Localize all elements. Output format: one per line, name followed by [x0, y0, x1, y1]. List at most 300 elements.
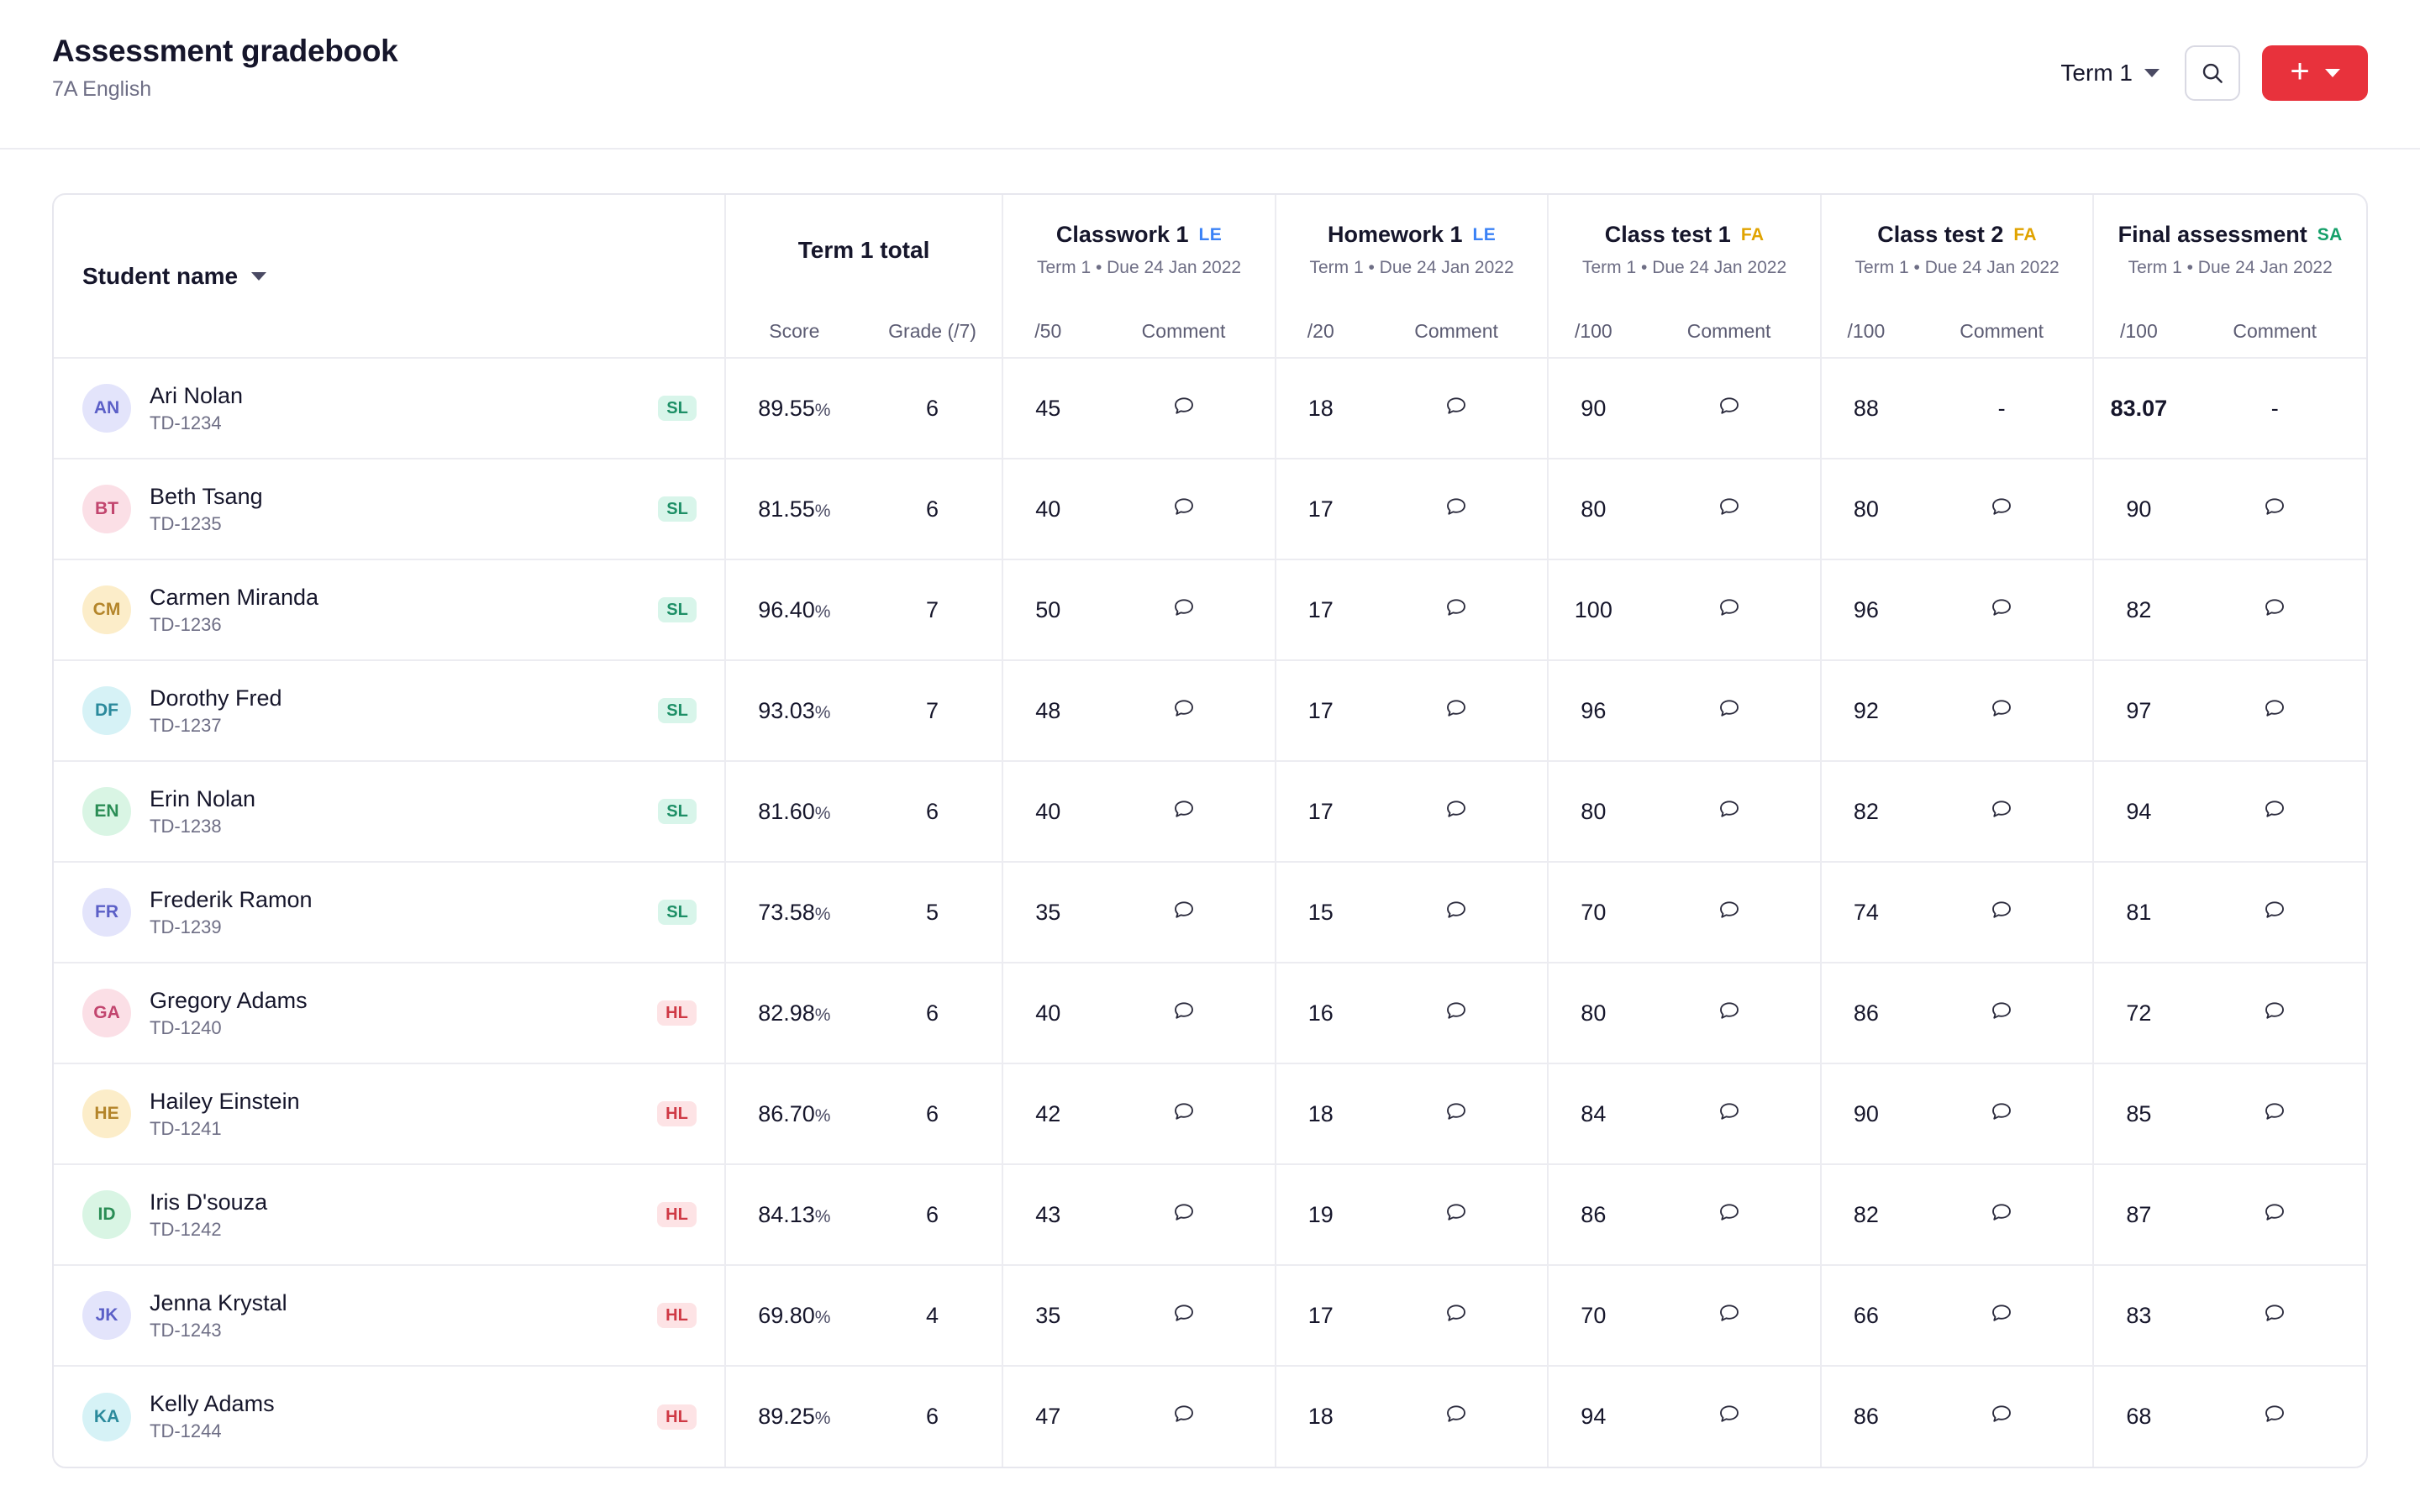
mark-cell-class-test-2[interactable]: 82 — [1821, 1164, 1911, 1265]
student-id: TD-1234 — [150, 412, 222, 433]
mark-cell-class-test-1[interactable]: 100 — [1548, 559, 1638, 660]
assessment-header-final-assessment[interactable] — [2093, 195, 2366, 306]
comment-cell-homework-1[interactable] — [1365, 459, 1549, 559]
student-cell[interactable] — [54, 459, 725, 559]
page-subtitle: 7A English — [52, 76, 152, 101]
comment-cell-class-test-2[interactable] — [1911, 963, 2094, 1063]
student-cell[interactable] — [54, 559, 725, 660]
comment-bubble-icon — [1171, 897, 1197, 922]
comment-cell-homework-1[interactable] — [1365, 761, 1549, 862]
assessment-name: Final assessment — [2118, 221, 2307, 247]
comment-cell-class-test-1[interactable] — [1638, 1265, 1821, 1366]
student-name: Ari Nolan — [150, 382, 244, 408]
comment-bubble-icon — [1989, 1200, 2014, 1225]
comment-bubble-icon — [1444, 393, 1469, 418]
student-name: Beth Tsang — [150, 483, 263, 509]
assessment-tag: LE — [1472, 224, 1497, 244]
comment-cell-class-test-1[interactable] — [1638, 358, 1821, 459]
comment-cell-homework-1[interactable] — [1365, 1164, 1549, 1265]
mark-cell-final-assessment[interactable]: 68 — [2093, 1366, 2183, 1467]
assessment-header-class-test-2[interactable] — [1821, 195, 2094, 306]
assessment-meta: Term 1 • Due 24 Jan 2022 — [2128, 258, 2333, 278]
assessment-header-classwork-1[interactable] — [1002, 195, 1276, 306]
comment-cell-class-test-1[interactable] — [1638, 862, 1821, 963]
status-badge: SL — [658, 799, 697, 824]
term-total-grade: 7 — [863, 660, 1002, 761]
student-cell[interactable] — [54, 1366, 725, 1467]
mark-cell-classwork-1[interactable]: 40 — [1002, 963, 1092, 1063]
header-titles — [52, 34, 397, 102]
status-badge: SL — [658, 698, 697, 723]
comment-bubble-icon — [1171, 595, 1197, 620]
comment-cell-class-test-2[interactable] — [1911, 1164, 2094, 1265]
comment-bubble-icon — [1444, 595, 1469, 620]
assessment-meta: Term 1 • Due 24 Jan 2022 — [1309, 258, 1514, 278]
status-badge: HL — [657, 1202, 697, 1227]
student-name: Jenna Krystal — [150, 1289, 287, 1315]
comment-bubble-icon — [2262, 1200, 2287, 1225]
assessment-meta: Term 1 • Due 24 Jan 2022 — [1854, 258, 2060, 278]
mark-cell-final-assessment[interactable]: 97 — [2093, 660, 2183, 761]
comment-bubble-icon — [1717, 1200, 1742, 1225]
mark-cell-class-test-1[interactable]: 70 — [1548, 1265, 1638, 1366]
mark-cell-class-test-2[interactable]: 90 — [1821, 1063, 1911, 1164]
student-id: TD-1244 — [150, 1420, 222, 1442]
student-cell[interactable] — [54, 862, 725, 963]
comment-bubble-icon — [1717, 1300, 1742, 1326]
chevron-down-icon — [251, 272, 266, 281]
comment-bubble-icon — [1444, 1300, 1469, 1326]
student-cell[interactable] — [54, 358, 725, 459]
mark-cell-class-test-1[interactable]: 96 — [1548, 660, 1638, 761]
mark-cell-classwork-1[interactable]: 48 — [1002, 660, 1092, 761]
avatar: ID — [82, 1190, 131, 1239]
comment-bubble-icon — [1444, 1200, 1469, 1225]
term-total-header: Term 1 total — [725, 195, 1002, 306]
table-row[interactable] — [54, 1063, 2366, 1164]
comment-cell-class-test-2[interactable] — [1911, 862, 2094, 963]
assessment-name: Class test 1 — [1604, 221, 1731, 247]
comment-bubble-icon — [1444, 696, 1469, 721]
term-total-grade: 6 — [863, 459, 1002, 559]
comment-bubble-icon — [2262, 897, 2287, 922]
comment-cell-classwork-1[interactable] — [1092, 1164, 1276, 1265]
comment-bubble-icon — [1717, 1099, 1742, 1124]
mark-cell-class-test-2[interactable]: 86 — [1821, 1366, 1911, 1467]
comment-cell-homework-1[interactable] — [1365, 358, 1549, 459]
student-cell[interactable] — [54, 660, 725, 761]
mark-cell-homework-1[interactable]: 18 — [1276, 358, 1365, 459]
status-badge: HL — [657, 1000, 697, 1026]
page-title: Assessment gradebook — [52, 34, 398, 68]
student-name: Hailey Einstein — [150, 1088, 300, 1114]
mark-cell-homework-1[interactable]: 18 — [1276, 1366, 1365, 1467]
assessment-tag: FA — [1740, 224, 1765, 244]
comment-cell-class-test-1[interactable] — [1638, 761, 1821, 862]
comment-cell-homework-1[interactable] — [1365, 1366, 1549, 1467]
mark-cell-homework-1[interactable]: 17 — [1276, 761, 1365, 862]
comment-cell-class-test-1[interactable] — [1638, 1366, 1821, 1467]
search-icon — [2200, 60, 2225, 86]
comment-cell-final-assessment[interactable] — [2183, 1063, 2366, 1164]
comment-cell-class-test-1[interactable] — [1638, 963, 1821, 1063]
chevron-down-icon — [2325, 69, 2340, 77]
comment-cell-classwork-1[interactable] — [1092, 559, 1276, 660]
student-id: TD-1242 — [150, 1218, 222, 1240]
term-total-grade: 6 — [863, 1063, 1002, 1164]
status-badge: SL — [658, 496, 697, 522]
assessment-name: Classwork 1 — [1055, 221, 1189, 247]
comment-bubble-icon — [2262, 595, 2287, 620]
search-button[interactable] — [2185, 45, 2240, 101]
status-badge: HL — [657, 1101, 697, 1126]
mark-cell-class-test-2[interactable]: 74 — [1821, 862, 1911, 963]
student-name: Erin Nolan — [150, 785, 256, 811]
comment-cell-classwork-1[interactable] — [1092, 1366, 1276, 1467]
term-selector[interactable] — [2057, 55, 2163, 92]
mark-cell-homework-1[interactable]: 19 — [1276, 1164, 1365, 1265]
mark-cell-final-assessment[interactable]: 87 — [2093, 1164, 2183, 1265]
subheader-comment-class-test-1: Comment — [1638, 306, 1821, 358]
subheader-comment-homework-1: Comment — [1365, 306, 1549, 358]
plus-icon: + — [2290, 53, 2310, 90]
table-row[interactable] — [54, 1366, 2366, 1467]
comment-bubble-icon — [1989, 1099, 2014, 1124]
comment-bubble-icon — [1717, 393, 1742, 418]
mark-cell-homework-1[interactable]: 17 — [1276, 559, 1365, 660]
comment-bubble-icon — [1989, 796, 2014, 822]
mark-cell-final-assessment[interactable]: 72 — [2093, 963, 2183, 1063]
avatar: AN — [82, 384, 131, 433]
term-total-score: 96.40% — [725, 559, 863, 660]
term-total-grade: 6 — [863, 1164, 1002, 1265]
table-body — [54, 358, 2366, 1467]
comment-cell-class-test-2[interactable] — [1911, 1265, 2094, 1366]
comment-bubble-icon — [2262, 1099, 2287, 1124]
mark-cell-class-test-2[interactable]: 92 — [1821, 660, 1911, 761]
comment-bubble-icon — [1171, 393, 1197, 418]
term-total-score: 73.58% — [725, 862, 863, 963]
table-row[interactable] — [54, 559, 2366, 660]
assessment-header-homework-1[interactable] — [1276, 195, 1549, 306]
comment-bubble-icon — [1444, 494, 1469, 519]
assessment-meta: Term 1 • Due 24 Jan 2022 — [1582, 258, 1787, 278]
student-name: Frederik Ramon — [150, 886, 313, 912]
student-cell[interactable] — [54, 761, 725, 862]
student-id: TD-1237 — [150, 714, 222, 736]
comment-cell-homework-1[interactable] — [1365, 963, 1549, 1063]
comment-cell-final-assessment[interactable] — [2183, 761, 2366, 862]
comment-cell-classwork-1[interactable] — [1092, 761, 1276, 862]
mark-cell-class-test-1[interactable]: 80 — [1548, 761, 1638, 862]
comment-bubble-icon — [1444, 1401, 1469, 1426]
comment-cell-class-test-2[interactable] — [1911, 459, 2094, 559]
comment-cell-final-assessment[interactable] — [2183, 559, 2366, 660]
comment-cell-final-assessment[interactable] — [2183, 862, 2366, 963]
subheader-score: Score — [725, 306, 863, 358]
comment-cell-class-test-1[interactable] — [1638, 660, 1821, 761]
comment-bubble-icon — [1171, 1200, 1197, 1225]
student-id: TD-1241 — [150, 1117, 222, 1139]
comment-bubble-icon — [1444, 1099, 1469, 1124]
term-total-grade: 6 — [863, 761, 1002, 862]
mark-cell-classwork-1[interactable]: 35 — [1002, 1265, 1092, 1366]
mark-cell-class-test-2[interactable]: 86 — [1821, 963, 1911, 1063]
gradebook-table-card — [52, 193, 2368, 1468]
comment-cell-classwork-1[interactable] — [1092, 459, 1276, 559]
page-header — [0, 0, 2420, 150]
term-total-score: 69.80% — [725, 1265, 863, 1366]
comment-cell-final-assessment[interactable]: - — [2183, 358, 2366, 459]
mark-cell-class-test-1[interactable]: 70 — [1548, 862, 1638, 963]
mark-cell-homework-1[interactable]: 15 — [1276, 862, 1365, 963]
mark-cell-classwork-1[interactable]: 40 — [1002, 761, 1092, 862]
mark-cell-classwork-1[interactable]: 47 — [1002, 1366, 1092, 1467]
comment-cell-class-test-2[interactable] — [1911, 660, 2094, 761]
comment-cell-class-test-2[interactable] — [1911, 761, 2094, 862]
comment-bubble-icon — [1171, 1401, 1197, 1426]
mark-cell-final-assessment[interactable]: 85 — [2093, 1063, 2183, 1164]
table-row[interactable] — [54, 1164, 2366, 1265]
avatar: JK — [82, 1291, 131, 1340]
term-total-grade: 5 — [863, 862, 1002, 963]
comment-cell-homework-1[interactable] — [1365, 1063, 1549, 1164]
assessment-name: Homework 1 — [1327, 221, 1463, 247]
comment-bubble-icon — [1444, 998, 1469, 1023]
mark-cell-classwork-1[interactable]: 35 — [1002, 862, 1092, 963]
subheader-max-homework-1: /20 — [1276, 306, 1365, 358]
comment-bubble-icon — [1717, 1401, 1742, 1426]
avatar: GA — [82, 989, 131, 1037]
student-cell[interactable] — [54, 1265, 725, 1366]
comment-cell-class-test-1[interactable] — [1638, 459, 1821, 559]
mark-cell-classwork-1[interactable]: 42 — [1002, 1063, 1092, 1164]
comment-bubble-icon — [1989, 897, 2014, 922]
mark-cell-final-assessment[interactable]: 83.07 — [2093, 358, 2183, 459]
comment-cell-homework-1[interactable] — [1365, 660, 1549, 761]
student-cell[interactable] — [54, 963, 725, 1063]
student-id: TD-1243 — [150, 1319, 222, 1341]
avatar: HE — [82, 1089, 131, 1138]
table-row[interactable] — [54, 862, 2366, 963]
comment-cell-final-assessment[interactable] — [2183, 1265, 2366, 1366]
comment-bubble-icon — [1717, 796, 1742, 822]
term-total-grade: 6 — [863, 1366, 1002, 1467]
mark-cell-final-assessment[interactable]: 83 — [2093, 1265, 2183, 1366]
student-id: TD-1240 — [150, 1016, 222, 1038]
mark-cell-homework-1[interactable]: 18 — [1276, 1063, 1365, 1164]
comment-bubble-icon — [1989, 494, 2014, 519]
comment-cell-classwork-1[interactable] — [1092, 963, 1276, 1063]
mark-cell-class-test-2[interactable]: 96 — [1821, 559, 1911, 660]
assessment-tag: SA — [2317, 224, 2343, 244]
student-id: TD-1238 — [150, 815, 222, 837]
mark-cell-class-test-1[interactable]: 86 — [1548, 1164, 1638, 1265]
comment-bubble-icon — [1717, 595, 1742, 620]
comment-bubble-icon — [1171, 1300, 1197, 1326]
assessment-name: Class test 2 — [1877, 221, 2004, 247]
comment-cell-class-test-2[interactable] — [1911, 1366, 2094, 1467]
comment-bubble-icon — [1717, 897, 1742, 922]
avatar: KA — [82, 1393, 131, 1441]
table-row[interactable] — [54, 1265, 2366, 1366]
avatar: CM — [82, 585, 131, 634]
student-id: TD-1239 — [150, 916, 222, 937]
comment-cell-classwork-1[interactable] — [1092, 660, 1276, 761]
mark-cell-class-test-1[interactable]: 84 — [1548, 1063, 1638, 1164]
comment-bubble-icon — [2262, 1401, 2287, 1426]
comment-cell-class-test-2[interactable]: - — [1911, 358, 2094, 459]
gradebook-table — [54, 195, 2366, 1467]
comment-cell-homework-1[interactable] — [1365, 862, 1549, 963]
assessment-tag: LE — [1198, 224, 1223, 244]
comment-cell-class-test-2[interactable] — [1911, 1063, 2094, 1164]
comment-cell-final-assessment[interactable] — [2183, 660, 2366, 761]
subheader-max-classwork-1: /50 — [1002, 306, 1092, 358]
status-badge: HL — [657, 1303, 697, 1328]
comment-cell-class-test-1[interactable] — [1638, 1164, 1821, 1265]
comment-cell-class-test-1[interactable] — [1638, 559, 1821, 660]
student-name-header-label: Student name — [82, 262, 239, 289]
mark-cell-homework-1[interactable]: 17 — [1276, 1265, 1365, 1366]
assessment-meta: Term 1 • Due 24 Jan 2022 — [1036, 258, 1242, 278]
mark-cell-classwork-1[interactable]: 50 — [1002, 559, 1092, 660]
avatar: EN — [82, 787, 131, 836]
term-total-score: 93.03% — [725, 660, 863, 761]
student-name: Carmen Miranda — [150, 584, 319, 610]
avatar: BT — [82, 485, 131, 533]
add-button[interactable] — [2262, 45, 2368, 101]
comment-cell-final-assessment[interactable] — [2183, 1366, 2366, 1467]
term-total-score: 81.60% — [725, 761, 863, 862]
mark-cell-classwork-1[interactable]: 45 — [1002, 358, 1092, 459]
mark-cell-final-assessment[interactable]: 94 — [2093, 761, 2183, 862]
mark-cell-classwork-1[interactable]: 40 — [1002, 459, 1092, 559]
mark-cell-class-test-1[interactable]: 80 — [1548, 963, 1638, 1063]
table-row[interactable] — [54, 963, 2366, 1063]
comment-cell-classwork-1[interactable] — [1092, 1265, 1276, 1366]
comment-cell-classwork-1[interactable] — [1092, 862, 1276, 963]
comment-cell-homework-1[interactable] — [1365, 559, 1549, 660]
term-total-grade: 6 — [863, 963, 1002, 1063]
comment-bubble-icon — [1444, 897, 1469, 922]
assessment-tag: FA — [2013, 224, 2037, 244]
comment-bubble-icon — [1717, 494, 1742, 519]
term-total-score: 82.98% — [725, 963, 863, 1063]
assessment-header-class-test-1[interactable] — [1548, 195, 1821, 306]
comment-cell-final-assessment[interactable] — [2183, 459, 2366, 559]
term-total-score: 89.25% — [725, 1366, 863, 1467]
comment-bubble-icon — [1717, 696, 1742, 721]
table-head — [54, 195, 2366, 358]
comment-bubble-icon — [2262, 1300, 2287, 1326]
comment-bubble-icon — [1171, 494, 1197, 519]
header-actions — [2057, 45, 2368, 101]
mark-cell-class-test-2[interactable]: 82 — [1821, 761, 1911, 862]
mark-cell-class-test-1[interactable]: 80 — [1548, 459, 1638, 559]
subheader-max-class-test-2: /100 — [1821, 306, 1911, 358]
student-name: Dorothy Fred — [150, 685, 282, 711]
status-badge: SL — [658, 597, 697, 622]
table-row[interactable] — [54, 459, 2366, 559]
comment-bubble-icon — [2262, 494, 2287, 519]
student-cell[interactable] — [54, 1164, 725, 1265]
term-total-grade: 4 — [863, 1265, 1002, 1366]
comment-bubble-icon — [1444, 796, 1469, 822]
term-selector-label: Term 1 — [2060, 60, 2133, 86]
mark-cell-final-assessment[interactable]: 81 — [2093, 862, 2183, 963]
status-badge: HL — [657, 1404, 697, 1430]
student-name: Kelly Adams — [150, 1391, 275, 1417]
mark-cell-class-test-1[interactable]: 94 — [1548, 1366, 1638, 1467]
comment-bubble-icon — [1171, 1099, 1197, 1124]
comment-cell-classwork-1[interactable] — [1092, 358, 1276, 459]
term-total-score: 81.55% — [725, 459, 863, 559]
mark-cell-final-assessment[interactable]: 90 — [2093, 459, 2183, 559]
table-row[interactable] — [54, 358, 2366, 459]
comment-bubble-icon — [1171, 998, 1197, 1023]
mark-cell-homework-1[interactable]: 17 — [1276, 660, 1365, 761]
term-total-score: 89.55% — [725, 358, 863, 459]
term-total-score: 86.70% — [725, 1063, 863, 1164]
student-id: TD-1235 — [150, 512, 222, 534]
student-name: Gregory Adams — [150, 987, 308, 1013]
comment-cell-classwork-1[interactable] — [1092, 1063, 1276, 1164]
comment-bubble-icon — [2262, 796, 2287, 822]
table-row[interactable] — [54, 660, 2366, 761]
comment-cell-homework-1[interactable] — [1365, 1265, 1549, 1366]
comment-bubble-icon — [1989, 1300, 2014, 1326]
chevron-down-icon — [2144, 69, 2160, 77]
comment-cell-class-test-2[interactable] — [1911, 559, 2094, 660]
subheader-comment-classwork-1: Comment — [1092, 306, 1276, 358]
table-row[interactable] — [54, 761, 2366, 862]
term-total-grade: 7 — [863, 559, 1002, 660]
mark-cell-final-assessment[interactable]: 82 — [2093, 559, 2183, 660]
student-name-header[interactable] — [54, 195, 725, 358]
avatar: FR — [82, 888, 131, 937]
comment-bubble-icon — [1171, 696, 1197, 721]
comment-cell-class-test-1[interactable] — [1638, 1063, 1821, 1164]
group-header-row — [54, 195, 2366, 306]
mark-cell-homework-1[interactable]: 16 — [1276, 963, 1365, 1063]
student-cell[interactable] — [54, 1063, 725, 1164]
mark-cell-class-test-1[interactable]: 90 — [1548, 358, 1638, 459]
mark-cell-homework-1[interactable]: 17 — [1276, 459, 1365, 559]
mark-cell-class-test-2[interactable]: 80 — [1821, 459, 1911, 559]
mark-cell-class-test-2[interactable]: 66 — [1821, 1265, 1911, 1366]
comment-bubble-icon — [1989, 998, 2014, 1023]
subheader-max-class-test-1: /100 — [1548, 306, 1638, 358]
subheader-comment-class-test-2: Comment — [1911, 306, 2094, 358]
comment-bubble-icon — [1171, 796, 1197, 822]
subheader-grade: Grade (/7) — [863, 306, 1002, 358]
comment-bubble-icon — [2262, 998, 2287, 1023]
status-badge: SL — [658, 900, 697, 925]
comment-cell-final-assessment[interactable] — [2183, 1164, 2366, 1265]
avatar: DF — [82, 686, 131, 735]
mark-cell-classwork-1[interactable]: 43 — [1002, 1164, 1092, 1265]
comment-cell-final-assessment[interactable] — [2183, 963, 2366, 1063]
student-id: TD-1236 — [150, 613, 222, 635]
status-badge: SL — [658, 396, 697, 421]
comment-bubble-icon — [1989, 696, 2014, 721]
subheader-comment-final-assessment: Comment — [2183, 306, 2366, 358]
comment-bubble-icon — [2262, 696, 2287, 721]
comment-bubble-icon — [1989, 595, 2014, 620]
comment-bubble-icon — [1717, 998, 1742, 1023]
mark-cell-class-test-2[interactable]: 88 — [1821, 358, 1911, 459]
